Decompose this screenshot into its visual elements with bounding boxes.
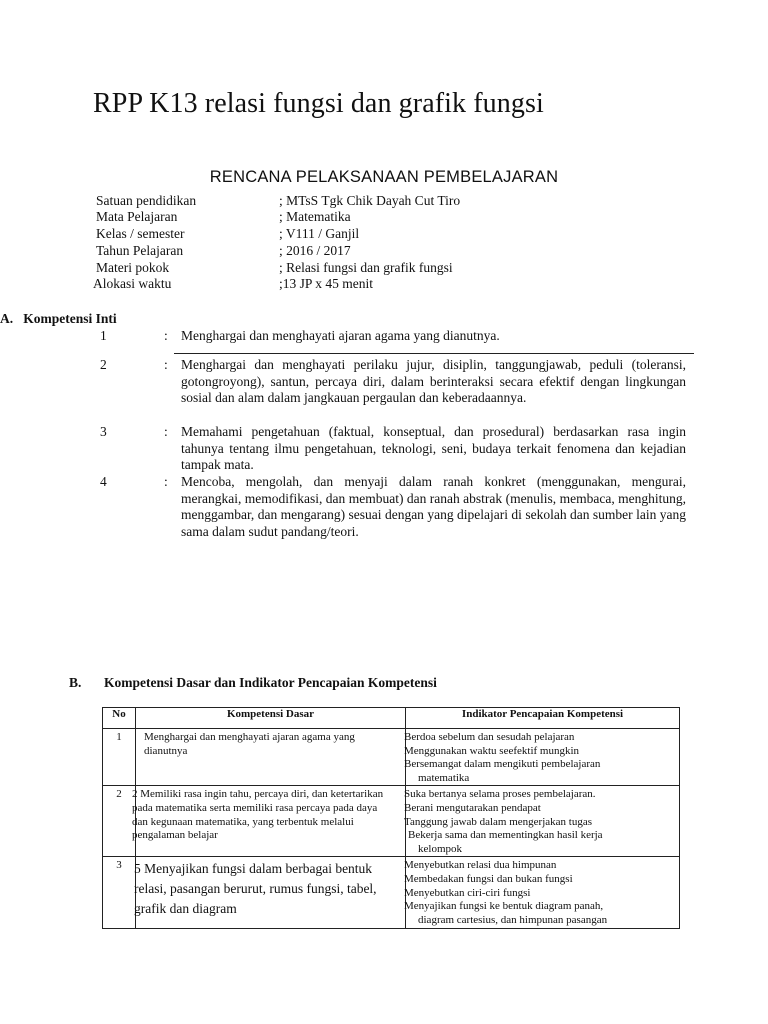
kd-text: Menghargai dan menghayati ajaran agama yang dianutnya [144, 731, 355, 757]
indicator-item: matematika [418, 771, 470, 784]
indicator-item: Menyajikan fungsi ke bentuk diagram panah, [404, 900, 604, 913]
identity-label: Alokasi waktu [93, 276, 172, 291]
identity-value: ; MTsS Tgk Chik Dayah Cut Tiro [279, 193, 461, 208]
divider-line [174, 353, 694, 354]
ki-number: 1 [100, 328, 107, 343]
kompetensi-dasar-table [102, 707, 680, 929]
ki-text: Mencoba, mengolah, dan menyaji dalam ranah konkret (menggunakan, mengurai, merangkai, memodifikasi, dan membuat) dan ranah abstrak (menulis, membaca, menghitung, menggambar, dan mengarang) sesuai dengan yang dipelajari di sekolah dan sumber lain yang sama dalam sudut pandang/teori. [181, 474, 686, 539]
ki-text: Memahami pengetahuan (faktual, konseptual, dan prosedural) berdasarkan rasa ingin tahunya tentang ilmu pengetahuan, teknologi, seni, budaya terkait fenomena dan kejadian tampak mata. [181, 424, 686, 473]
kd-cell [136, 729, 406, 786]
identity-value: ; Relasi fungsi dan grafik fungsi [279, 260, 453, 275]
column-header-no: No [103, 708, 136, 729]
kd-cell [136, 857, 406, 929]
section-b-heading: Kompetensi Dasar dan Indikator Pencapaian Kompetensi [104, 675, 437, 690]
indicator-item: diagram cartesius, dan himpunan pasangan [418, 913, 608, 926]
ki-colon: : [164, 424, 168, 439]
indicator-item: Suka bertanya selama proses pembelajaran. [404, 788, 596, 801]
column-header-indicator: Indikator Pencapaian Kompetensi [406, 708, 680, 729]
row-number: 2 [103, 786, 136, 857]
identity-value: ;13 JP x 45 menit [279, 276, 374, 291]
indicator-item: Berdoa sebelum dan sesudah pelajaran [404, 731, 575, 743]
indicator-item: Menyebutkan ciri-ciri fungsi [404, 886, 531, 899]
ki-number: 2 [100, 357, 107, 372]
indicator-item: Menyebutkan relasi dua himpunan [404, 859, 557, 872]
section-a-heading: A. Kompetensi Inti [0, 311, 117, 326]
indicator-item: Tanggung jawab dalam mengerjakan tugas [404, 815, 592, 828]
ki-number: 4 [100, 474, 107, 489]
indicator-cell [406, 857, 680, 929]
identity-label: Tahun Pelajaran [96, 243, 184, 258]
identity-label: Materi pokok [96, 260, 170, 275]
ki-text: Menghargai dan menghayati perilaku jujur, disiplin, tanggungjawab, peduli (toleransi, gotongroyong), santun, percaya diri, dalam berinteraksi secara efektif dengan lingkungan sosial dan alam dalam jangkauan pergaulan dan keberadaannya. [181, 357, 686, 406]
kd-text: 2 Memiliki rasa ingin tahu, percaya diri, dan ketertarikan pada matematika serta memiliki rasa percaya pada daya dan kegunaan matematika, yang terbentuk melalui pengalaman belajar [132, 788, 384, 842]
ki-colon: : [164, 357, 168, 372]
table-row [103, 729, 680, 786]
indicator-item: kelompok [418, 842, 462, 855]
ki-text: Menghargai dan menghayati ajaran agama yang dianutnya. [181, 328, 500, 343]
kd-cell [132, 786, 406, 857]
section-b-label: B. [69, 675, 82, 690]
indicator-item: Bersemangat dalam mengikuti pembelajaran [404, 758, 601, 771]
indicator-cell [406, 729, 680, 786]
plan-heading: RENCANA PELAKSANAAN PEMBELAJARAN [209, 168, 559, 186]
indicator-item: Membedakan fungsi dan bukan fungsi [404, 872, 573, 885]
table-header-row [103, 708, 680, 729]
identity-label: Satuan pendidikan [96, 193, 197, 208]
ki-colon: : [164, 328, 168, 343]
table-row [103, 786, 680, 857]
row-number: 3 [103, 857, 136, 929]
identity-label: Kelas / semester [96, 226, 185, 241]
row-number: 1 [103, 729, 136, 786]
identity-value: ; 2016 / 2017 [279, 243, 351, 258]
kd-text: 5 Menyajikan fungsi dalam berbagai bentuk relasi, pasangan berurut, rumus fungsi, tabel, grafik dan diagram [134, 861, 377, 917]
identity-value: ; V111 / Ganjil [279, 226, 360, 241]
indicator-cell [406, 786, 680, 857]
ki-number: 3 [100, 424, 107, 439]
ki-colon: : [164, 474, 168, 489]
indicator-item: Bekerja sama dan mementingkan hasil kerja [408, 829, 603, 842]
identity-label: Mata Pelajaran [96, 209, 178, 224]
indicator-item: Menggunakan waktu seefektif mungkin [404, 744, 580, 757]
table-row [103, 857, 680, 929]
identity-value: ; Matematika [279, 209, 351, 224]
document-title: RPP K13 relasi fungsi dan grafik fungsi [93, 88, 544, 119]
indicator-item: Berani mengutarakan pendapat [404, 801, 541, 814]
column-header-kd: Kompetensi Dasar [136, 708, 406, 729]
